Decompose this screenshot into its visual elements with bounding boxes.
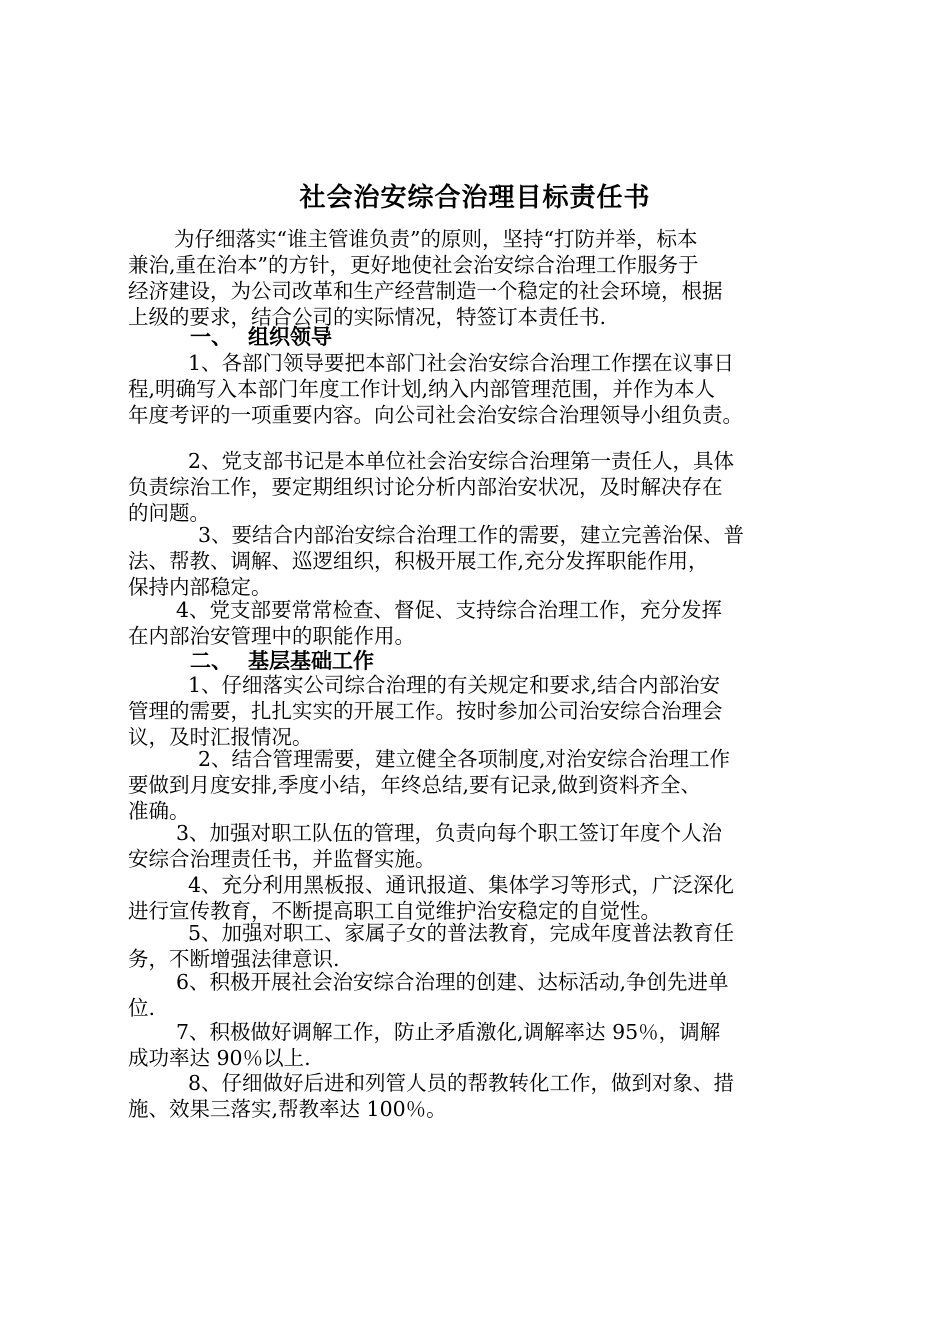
item-line: 4、充分利用黑板报、通讯报道、集体学习等形式，广泛深化: [188, 873, 735, 897]
section2-item-4: [128, 872, 848, 924]
intro-line: 经济建设，为公司改革和生产经营制造一个稳定的社会环境，根据: [128, 279, 723, 303]
item-line: 7、积极做好调解工作，防止矛盾激化,调解率达 95％，调解: [176, 1020, 721, 1044]
item-line: 在内部治安管理中的职能作用。: [128, 624, 415, 648]
intro-paragraph: [128, 226, 848, 330]
section-title: 组织领导: [248, 324, 332, 349]
section1-item-1: [128, 350, 848, 428]
document-title: 社会治安综合治理目标责任书: [299, 183, 651, 213]
section2-item-5: [128, 920, 848, 972]
item-line: 安综合治理责任书，并监督实施。: [128, 847, 436, 871]
item-line: 6、积极开展社会治安综合治理的创建、达标活动,争创先进单: [176, 970, 729, 994]
section-heading-2: [190, 648, 374, 674]
section1-item-4: [128, 597, 848, 649]
item-line: 5、加强对职工、家属子女的普法教育，完成年度普法教育任: [188, 921, 735, 945]
item-line: 成功率达 90％以上.: [128, 1046, 311, 1070]
section1-item-3: [128, 522, 848, 600]
item-line: 务，不断增强法律意识.: [128, 947, 340, 971]
item-line: 议，及时汇报情况。: [128, 725, 313, 749]
item-line: 3、要结合内部治安综合治理工作的需要，建立完善治保、普: [198, 523, 745, 547]
section2-item-8: [128, 1070, 848, 1122]
item-line: 负责综治工作，要定期组织讨论分析内部治安状况，及时解决存在: [128, 475, 723, 499]
item-line: 进行宣传教育，不断提高职工自觉维护治安稳定的自觉性。: [128, 899, 661, 923]
item-line: 4、党支部要常常检查、督促、支持综合治理工作，充分发挥: [176, 598, 723, 622]
item-line: 要做到月度安排,季度小结，年终总结,要有记录,做到资料齐全、: [128, 773, 702, 797]
item-line: 法、帮教、调解、巡逻组织，积极开展工作,充分发挥职能作用，: [128, 549, 709, 573]
section2-item-7: [128, 1019, 848, 1071]
intro-line: 为仔细落实“谁主管谁负责”的原则，坚持“打防并举，标本: [174, 227, 698, 251]
section-title: 基层基础工作: [248, 648, 374, 673]
item-line: 保持内部稳定。: [128, 575, 272, 599]
item-line: 3、加强对职工队伍的管理，负责向每个职工签订年度个人治: [176, 821, 723, 845]
section2-item-3: [128, 820, 848, 872]
item-line: 准确。: [128, 799, 190, 823]
section-number: 二、: [190, 648, 232, 673]
section2-item-2: [128, 746, 848, 824]
item-line: 1、仔细落实公司综合治理的有关规定和要求,结合内部治安: [188, 673, 721, 697]
intro-line: 兼治,重在治本”的方针，更好地使社会治安综合治理工作服务于: [128, 253, 699, 277]
item-line: 2、结合管理需要，建立健全各项制度,对治安综合治理工作: [198, 747, 731, 771]
item-line: 的问题。: [128, 501, 210, 525]
item-line: 1、各部门领导要把本部门社会治安综合治理工作摆在议事日: [188, 351, 735, 375]
item-line: 管理的需要，扎扎实实的开展工作。按时参加公司治安综合治理会: [128, 699, 723, 723]
section1-item-2: [128, 448, 848, 526]
item-line: 位.: [128, 996, 156, 1020]
item-line: 施、效果三落实,帮教率达 100％。: [128, 1097, 447, 1121]
item-line: 程,明确写入本部门年度工作计划,纳入内部管理范围，并作为本人: [128, 377, 716, 401]
item-line: 2、党支部书记是本单位社会治安综合治理第一责任人，具体: [188, 449, 735, 473]
section2-item-6: [128, 969, 848, 1021]
intro-line: 上级的要求，结合公司的实际情况，特签订本责任书.: [128, 305, 607, 329]
section2-item-1: [128, 672, 848, 750]
section-heading-1: [190, 324, 332, 350]
item-line: 8、仔细做好后进和列管人员的帮教转化工作，做到对象、措: [188, 1071, 735, 1095]
item-line: 年度考评的一项重要内容。向公司社会治安综合治理领导小组负责。: [128, 403, 743, 427]
section-number: 一、: [190, 324, 232, 349]
